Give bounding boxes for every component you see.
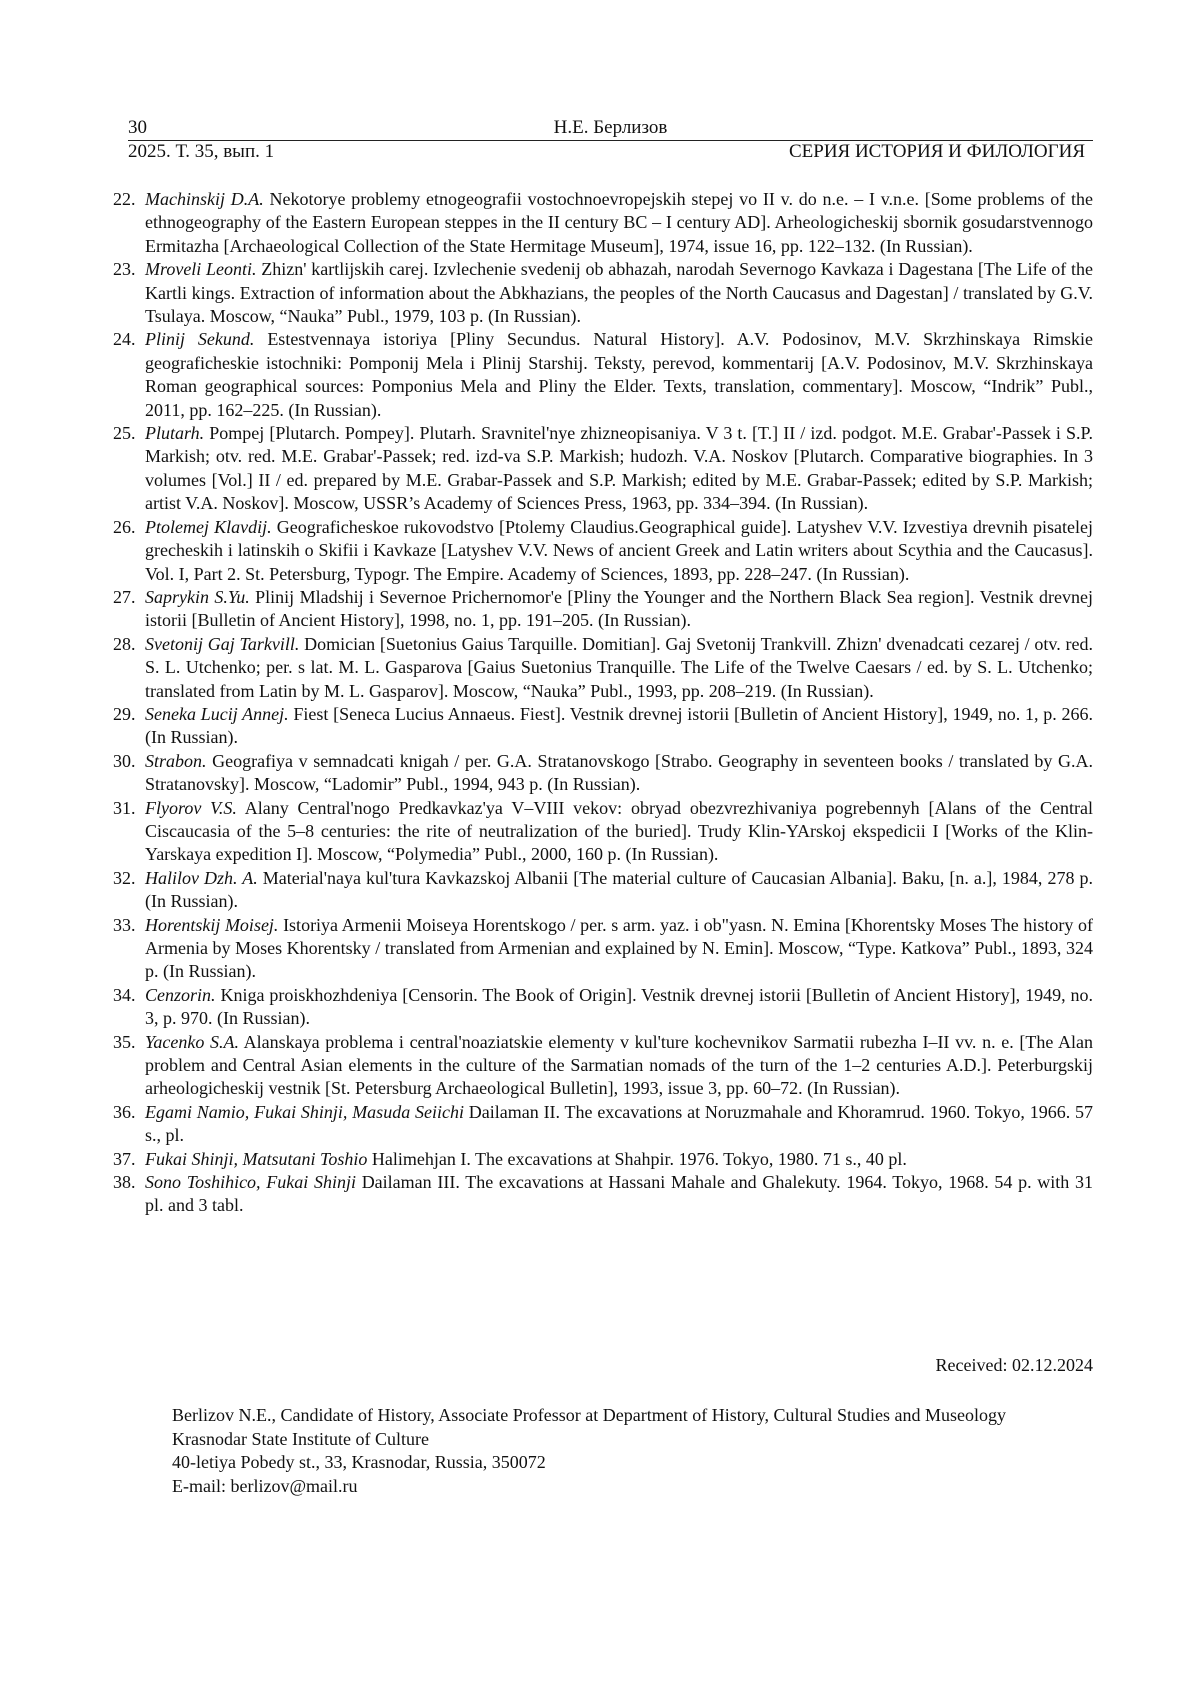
page-number: 30 (128, 116, 147, 140)
reference-text: Alany Central'nogo Predkavkaz'ya V–VIII vekov: obryad obezvrezhivaniya pogrebennyh [Alans of the Central Ciscaucasia of the 5–8 centuries: the rite of neutralization of the buried]. Trudy Klin-YArskoj ekspedicii I [Works of the Klin-Yarskaya expedition I]. Moscow, “Polymedia” Publ., 2000, 160 p. (In Russian). (145, 798, 1093, 865)
reference-text: Material'naya kul'tura Kavkazskoj Albanii [The material culture of Caucasian Albania]. Baku, [n. a.], 1984, 278 p. (In Russian). (145, 868, 1093, 911)
reference-text: Domician [Suetonius Gaius Tarquille. Domitian]. Gaj Svetonij Trankvill. Zhizn' dvenadcati cezarej / otv. red. S. L. Utchenko; per. s lat. M. L. Gasparova [Gaius Suetonius Tranquille. The Life of the Twelve Caesars / ed. by S. L. Utchenko; translated from Latin by M. L. Gasparov]. Moscow, “Nauka” Publ., 1993, pp. 208–219. (In Russian). (145, 634, 1093, 701)
reference-text: Nekotorye problemy etnogeografii vostochnoevropejskih stepej vo II v. do n.e. – I v.n.e. [Some problems of the ethnogeography of the Eastern European steppes in the II century BC – I century AD]. Arheologicheskij sbornik gosudarstvennogo Ermitazha [Archaeological Collection of the State Hermitage Museum], 1974, issue 16, pp. 122–132. (In Russian). (145, 189, 1093, 256)
reference-item (113, 1171, 1093, 1218)
author-institution: Krasnodar State Institute of Culture (172, 1428, 1102, 1452)
reference-text: Geograficheskoe rukovodstvo [Ptolemy Claudius.Geographical guide]. Latyshev V.V. Izvestiya drevnih pisatelej grecheskih i latinskih o Skifii i Kavkaze [Latyshev V.V. News of ancient Greek and Latin writers about Scythia and the Caucasus]. Vol. I, Part 2. St. Petersburg, Typogr. The Empire. Academy of Sciences, 1893, pp. 228–247. (In Russian). (145, 517, 1093, 584)
received-date: Received: 02.12.2024 (936, 1354, 1093, 1377)
reference-number: 24. (113, 328, 136, 351)
reference-author: Machinskij D.A. (145, 189, 264, 209)
reference-author: Svetonij Gaj Tarkvill. (145, 634, 299, 654)
reference-text: Geografiya v semnadcati knigah / per. G.A. Stratanovskogo [Strabo. Geography in seventeen books / translated by G.A. Stratanovsky]. Moscow, “Ladomir” Publ., 1994, 943 p. (In Russian). (145, 751, 1093, 794)
reference-author: Flyorov V.S. (145, 798, 237, 818)
reference-author: Ptolemej Klavdij. (145, 517, 272, 537)
reference-author: Fukai Shinji, Matsutani Toshio (145, 1149, 367, 1169)
reference-item (113, 516, 1093, 586)
reference-number: 32. (113, 867, 136, 890)
reference-text: Zhizn' kartlijskih carej. Izvlechenie svedenij ob abhazah, narodah Severnogo Kavkaza i Dagestana [The Life of the Kartli kings. Extraction of information about the Abkhazians, the peoples of the North Caucasus and Dagestan] / translated by G.V. Tsulaya. Moscow, “Nauka” Publ., 1979, 103 p. (In Russian). (145, 259, 1093, 326)
reference-author: Horentskij Moisej. (145, 915, 278, 935)
reference-text: Estestvennaya istoriya [Pliny Secundus. Natural History]. A.V. Podosinov, M.V. Skrzhinskaya Rimskie geograficheskie istochniki: Pomponij Mela i Plinij Starshij. Teksty, perevod, kommentarij [A.V. Podosinov, M.V. Skrzhinskaya Roman geographical sources: Pomponius Mela and Pliny the Elder. Texts, translation, commentary]. Moscow, “Indrik” Publ., 2011, pp. 162–225. (In Russian). (145, 329, 1093, 419)
reference-item (113, 703, 1093, 750)
reference-author: Yacenko S.A. (145, 1032, 239, 1052)
reference-number: 27. (113, 586, 136, 609)
author-name-position: Berlizov N.E., Candidate of History, Associate Professor at Department of History, Cultural Studies and Museology (172, 1404, 1102, 1428)
reference-text: Fiest [Seneca Lucius Annaeus. Fiest]. Vestnik drevnej istorii [Bulletin of Ancient History], 1949, no. 1, p. 266. (In Russian). (145, 704, 1093, 747)
reference-number: 28. (113, 633, 136, 656)
running-head (128, 116, 1093, 164)
reference-text: Alanskaya problema i central'noaziatskie elementy v kul'ture kochevnikov Sarmatii rubezha I–II vv. n. e. [The Alan problem and Central Asian elements in the culture of the Sarmatian nomads of the turn of the 1–2 centuries A.D.]. Peterburgskij arheologicheskij vestnik [St. Petersburg Archaeological Bulletin], 1993, issue 3, pp. 60–72. (In Russian). (145, 1032, 1093, 1099)
author-address: 40-letiya Pobedy st., 33, Krasnodar, Russia, 350072 (172, 1451, 1102, 1475)
reference-author: Plinij Sekund. (145, 329, 254, 349)
reference-author: Egami Namio, Fukai Shinji, Masuda Seiichi (145, 1102, 464, 1122)
reference-author: Seneka Lucij Annej. (145, 704, 289, 724)
journal-issue: 2025. Т. 35, вып. 1 (128, 140, 274, 164)
reference-item (113, 984, 1093, 1031)
reference-item (113, 422, 1093, 516)
reference-number: 25. (113, 422, 136, 445)
reference-item (113, 188, 1093, 258)
reference-author: Saprykin S.Yu. (145, 587, 250, 607)
reference-number: 34. (113, 984, 136, 1007)
running-head-author: Н.Е. Берлизов (128, 116, 1093, 140)
reference-item (113, 328, 1093, 422)
reference-text: Halimehjan I. The excavations at Shahpir. 1976. Tokyo, 1980. 71 s., 40 pl. (372, 1149, 907, 1169)
reference-number: 26. (113, 516, 136, 539)
reference-number: 38. (113, 1171, 136, 1194)
reference-author: Mroveli Leonti. (145, 259, 257, 279)
reference-item (113, 586, 1093, 633)
running-head-bottom-row (128, 140, 1093, 164)
reference-list (113, 188, 1093, 1218)
running-head-top-row (128, 116, 1093, 140)
reference-text: Dailaman III. The excavations at Hassani Mahale and Ghalekuty. 1964. Tokyo, 1968. 54 p. with 31 pl. and 3 tabl. (145, 1172, 1093, 1215)
reference-number: 30. (113, 750, 136, 773)
reference-number: 37. (113, 1148, 136, 1171)
reference-author: Strabon. (145, 751, 207, 771)
reference-number: 22. (113, 188, 136, 211)
reference-author: Sono Toshihico, Fukai Shinji (145, 1172, 356, 1192)
reference-text: Dailaman II. The excavations at Noruzmahale and Khoramrud. 1960. Tokyo, 1966. 57 s., pl. (145, 1102, 1093, 1145)
reference-item (113, 1101, 1093, 1148)
reference-number: 31. (113, 797, 136, 820)
reference-author: Plutarh. (145, 423, 204, 443)
reference-item (113, 797, 1093, 867)
reference-author: Halilov Dzh. A. (145, 868, 258, 888)
reference-number: 29. (113, 703, 136, 726)
reference-item (113, 750, 1093, 797)
journal-page (0, 0, 1200, 1698)
author-info (172, 1404, 1102, 1498)
reference-number: 23. (113, 258, 136, 281)
reference-item (113, 1148, 1093, 1171)
reference-text: Istoriya Armenii Moiseya Horentskogo / per. s arm. yaz. i ob"yasn. N. Emina [Khorentsky Moses The history of Armenia by Moses Khorentsky / translated from Armenian and explained by N. Emin]. Moscow, “Type. Katkova” Publ., 1893, 324 p. (In Russian). (145, 915, 1093, 982)
journal-series: СЕРИЯ ИСТОРИЯ И ФИЛОЛОГИЯ (789, 140, 1085, 164)
reference-text: Plinij Mladshij i Severnoe Prichernomor'e [Pliny the Younger and the Northern Black Sea region]. Vestnik drevnej istorii [Bulletin of Ancient History], 1998, no. 1, pp. 191–205. (In Russian). (145, 587, 1093, 630)
reference-item (113, 914, 1093, 984)
reference-number: 35. (113, 1031, 136, 1054)
reference-author: Cenzorin. (145, 985, 216, 1005)
reference-item (113, 867, 1093, 914)
reference-item (113, 258, 1093, 328)
author-email: E-mail: berlizov@mail.ru (172, 1475, 1102, 1499)
reference-item (113, 1031, 1093, 1101)
reference-text: Kniga proiskhozhdeniya [Censorin. The Book of Origin]. Vestnik drevnej istorii [Bulletin of Ancient History], 1949, no. 3, p. 970. (In Russian). (145, 985, 1093, 1028)
reference-number: 36. (113, 1101, 136, 1124)
reference-text: Pompej [Plutarch. Pompey]. Plutarh. Sravnitel'nye zhizneopisaniya. V 3 t. [T.] II / izd. podgot. M.E. Grabar'-Passek i S.P. Markish; otv. red. M.E. Grabar'-Passek; red. izd-va S.P. Markish; hudozh. V.A. Noskov [Plutarch. Comparative biographies. In 3 volumes [Vol.] II / ed. prepared by M.E. Grabar-Passek and S.P. Markish; edited by M.E. Grabar-Passek; edited by S.P. Markish; artist V.A. Noskov]. Moscow, USSR’s Academy of Sciences Press, 1963, pp. 334–394. (In Russian). (145, 423, 1093, 513)
reference-item (113, 633, 1093, 703)
reference-number: 33. (113, 914, 136, 937)
